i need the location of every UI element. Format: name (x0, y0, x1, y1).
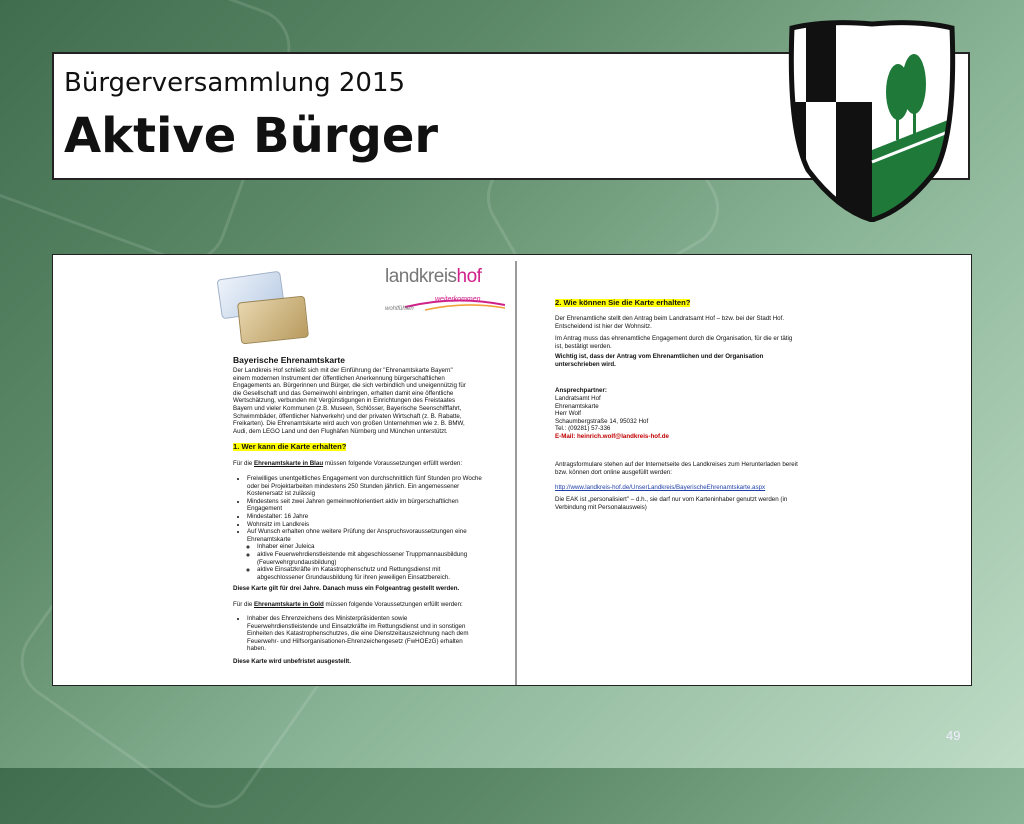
list-item: • Inhaber des Ehrenzeichens des Ministerpräsidenten sowie Feuerwehrdienstleistende und Einsatzkräfte im Rettungsdienst und in sonstigen Einheiten des Katastrophenschutzes, die eine Dienstzeitauszeichnung nach dem Feuerwehr- und Hilfsorganisationen-Ehrenzeichengesetz (FwHOEzG) erhalten haben. (247, 615, 473, 653)
doc-paragraph: Im Antrag muss das ehrenamtliche Engagement durch die Organisation, für die er tätig ist, bestätigt werden. (555, 335, 793, 350)
list-item: • Wohnsitz im Landkreis (247, 521, 483, 529)
doc-question-1: 1. Wer kann die Karte erhalten? (233, 442, 347, 451)
list-item: ◦ Inhaber einer Juleica (257, 543, 483, 551)
gold-card-image (237, 296, 309, 345)
doc-heading: Bayerische Ehrenamtskarte (233, 355, 345, 365)
list-item: ◦ aktive Einsatzkräfte im Katastrophenschutz und Rettungsdienst mit abgeschlossener Grundausbildung für ihren jeweiligen Einsatzbereich. (257, 566, 483, 581)
contact-label: Ansprechpartner: (555, 387, 607, 394)
slide-subtitle: Bürgerversammlung 2015 (64, 68, 406, 98)
gold-card-intro: Für die Ehrenamtskarte in Gold müssen folgende Voraussetzungen erfüllt werden: (233, 601, 463, 608)
blue-card-validity: Diese Karte gilt für drei Jahre. Danach muss ein Folgeantrag gestellt werden. (233, 585, 460, 592)
ehrenamtskarte-cards (219, 269, 319, 347)
landkreis-hof-logo (385, 266, 505, 313)
logo-tagline-2: wohlfühlen (385, 306, 414, 312)
doc-paragraph: Die EAK ist „personalisiert" – d.h., sie darf nur vom Karteninhaber genutzt werden (in Verbindung mit Personalausweis) (555, 496, 788, 511)
document-right-page (519, 255, 805, 685)
doc-paragraph: Antragsformulare stehen auf der Internetseite des Landkreises zum Herunterladen bereit bzw. können dort online ausgefüllt werden: (555, 461, 798, 476)
blue-card-requirements (233, 475, 483, 581)
slide-title: Aktive Bürger (64, 108, 439, 164)
doc-intro-paragraph: Der Landkreis Hof schließt sich mit der Einführung der "Ehrenamtskarte Bayern" einem modernen Instrument der öffentlichen Anerkennung bürgerschaftlichen Engagements an. Bürgerinnen und Bürger, die sich verbindlich und uneigennützig für die Gesellschaft und das Gemeinwohl einbringen, erhalten damit eine öffentliche Wertschätzung, verbunden mit Vergünstigungen in Einrichtungen des Freistaates Bayern und vieler Kommunen (z.B. Museen, Schlösser, Bayerische Seenschifffahrt, Schwimmbäder, öffentlicher Nahverkehr) und der privaten Wirtschaft (z. B. Rabatte, Freikarten). Die Ehrenamtskarte wird auch von großen Unternehmen wie z. B. BMW, Audi, dem LEGO Land und den Flughäfen Nürnberg und München unterstützt. (233, 367, 466, 435)
doc-question-2: 2. Wie können Sie die Karte erhalten? (555, 298, 691, 307)
list-item: ◦ aktive Feuerwehrdienstleistende mit abgeschlossener Truppmannausbildung (Feuerwehrgrundausbildung) (257, 551, 483, 566)
doc-paragraph: Der Ehrenamtliche stellt den Antrag beim Landratsamt Hof – bzw. bei der Stadt Hof. Entscheidend ist hier der Wohnsitz. (555, 315, 785, 330)
slide-page-number: 49 (946, 728, 961, 743)
document-left-page (199, 255, 515, 685)
document-scan (52, 254, 972, 686)
gold-card-validity: Diese Karte wird unbefristet ausgestellt. (233, 658, 351, 665)
download-link: http://www.landkreis-hof.de/UnserLandkreis/BayerischeEhrenamtskarte.aspx (555, 484, 766, 491)
list-item: • Mindestens seit zwei Jahren gemeinwohlorientiert aktiv im bürgerschaftlichen Engagement (247, 498, 483, 513)
coat-of-arms-icon (786, 20, 958, 222)
page-bottom-edge (199, 685, 805, 686)
gold-card-requirements (233, 615, 473, 653)
list-item: • Freiwilliges unentgeltliches Engagement von durchschnittlich fünf Stunden pro Woche oder bei Projektarbeiten mindestens 250 Stunden jährlich. Ein angemessener Kostenersatz ist zulässig (247, 475, 483, 498)
logo-tagline-1: weiterkommen (435, 296, 481, 303)
contact-address: Landratsamt Hof Ehrenamtskarte Herr Wolf Schaumbergstraße 14, 95032 Hof Tel.: (09281) 57-336 (555, 395, 649, 433)
list-item: • Auf Wunsch erhalten ohne weitere Prüfung der Anspruchsvoraussetzungen eine Ehrenamtskarte (247, 528, 483, 543)
logo-brand-b: hof (456, 266, 482, 287)
logo-brand-a: landkreis (385, 266, 457, 287)
blue-card-intro: Für die Ehrenamtskarte in Blau müssen folgende Voraussetzungen erfüllt werden: (233, 460, 463, 467)
doc-paragraph-bold: Wichtig ist, dass der Antrag vom Ehrenamtlichen und der Organisation unterschrieben wird. (555, 353, 764, 368)
contact-email: E-Mail: heinrich.wolf@landkreis-hof.de (555, 433, 669, 440)
list-item: • Mindestalter: 16 Jahre (247, 513, 483, 521)
